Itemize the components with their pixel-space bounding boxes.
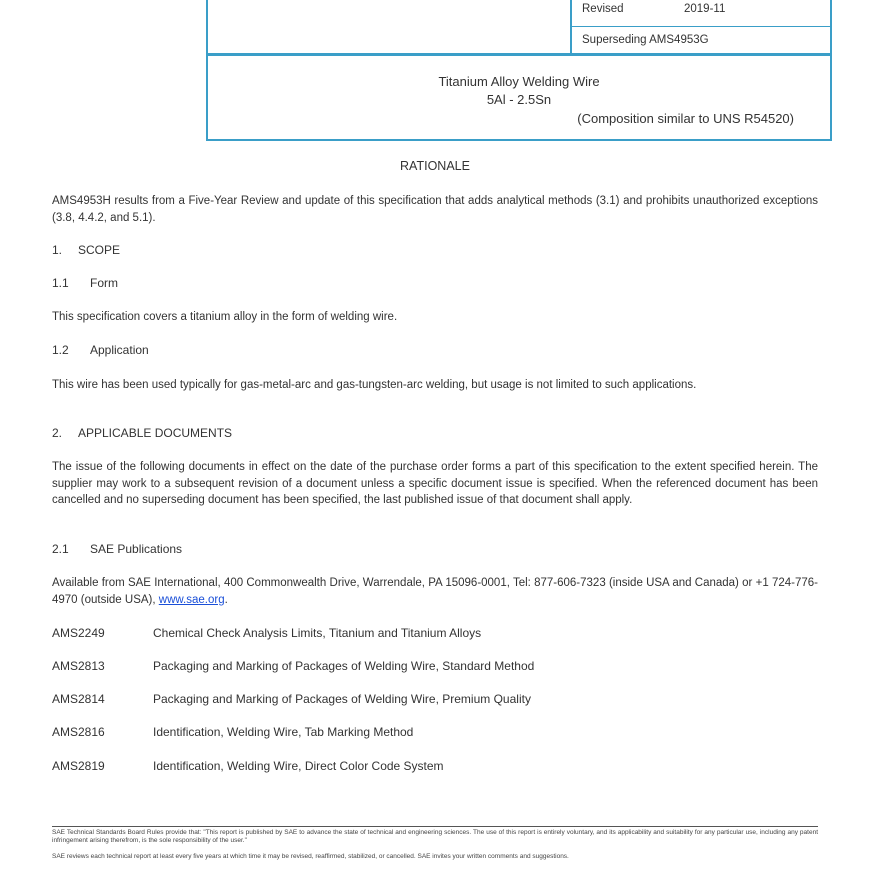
reference-item: [52, 659, 534, 673]
reference-item: [52, 626, 481, 640]
reference-item: [52, 692, 531, 706]
sae-publications-title: SAE Publications: [90, 542, 183, 556]
form-heading: [52, 276, 118, 290]
alloy-designation: 5Al - 2.5Sn: [486, 92, 552, 107]
revised-label: Revised: [582, 3, 624, 15]
sae-publications-text: [52, 575, 818, 608]
revised-row: [582, 3, 726, 15]
application-text: This wire has been used typically for gas-metal-arc and gas-tungsten-arc welding, but usage is not limited to such applications.: [52, 379, 697, 391]
reference-title: Identification, Welding Wire, Direct Color Code System: [153, 759, 444, 773]
scope-title: SCOPE: [78, 243, 121, 257]
rationale-heading: RATIONALE: [400, 159, 470, 173]
superseding-text: Superseding AMS4953G: [582, 34, 709, 46]
sae-publications-heading: [52, 542, 182, 556]
footer-review-note: SAE reviews each technical report at least every five years at which time it may be revised, reaffirmed, stabilized, or cancelled. SAE invites your written comments and suggestions.: [52, 853, 569, 860]
revised-value: 2019-11: [684, 3, 726, 15]
reference-code: AMS2816: [52, 725, 105, 739]
reference-item: [52, 759, 444, 773]
scope-number: 1.: [52, 243, 63, 257]
reference-code: AMS2249: [52, 626, 105, 640]
applicable-documents-text: The issue of the following documents in effect on the date of the purchase order forms a part of this specification to the extent specified herein. The supplier may work to a subsequent revision of a document unless a specific document issue is specified. When the referenced document has been cancelled and no superseding document has been specified, the last published issue of that document shall apply.: [52, 461, 818, 506]
application-heading: [52, 343, 149, 357]
sae-address-text: Available from SAE International, 400 Commonwealth Drive, Warrendale, PA 15096-0001, Tel: 877-606-7323 (inside USA and Canada) or +1 724-776-4970 (outside USA),: [52, 577, 818, 606]
applicable-number: 2.: [52, 426, 63, 440]
sae-publications-number: 2.1: [52, 542, 69, 556]
applicable-title: APPLICABLE DOCUMENTS: [78, 426, 233, 440]
reference-code: AMS2814: [52, 692, 105, 706]
rationale-text: AMS4953H results from a Five-Year Review and update of this specification that adds analytical methods (3.1) and prohibits unauthorized exceptions (3.8, 4.4.2, and 5.1).: [52, 195, 818, 224]
form-title: Form: [90, 276, 118, 290]
application-title: Application: [90, 343, 149, 357]
composition-note: (Composition similar to UNS R54520): [577, 111, 794, 126]
footer-disclaimer: SAE Technical Standards Board Rules provide that: "This report is published by SAE to advance the state of technical and engineering sciences. The use of this report is entirely voluntary, and its applicability and suitability for any particular use, including any patent infringement arising therefrom, is the sole responsibility of the user.": [52, 829, 818, 844]
header-left-cell: [206, 0, 572, 55]
reference-item: [52, 725, 413, 739]
footer-divider: [52, 826, 818, 827]
scope-heading: [52, 243, 120, 257]
sae-website-link[interactable]: www.sae.org: [158, 593, 225, 606]
reference-title: Packaging and Marking of Packages of Welding Wire, Premium Quality: [153, 692, 531, 706]
form-text: This specification covers a titanium alloy in the form of welding wire.: [52, 311, 398, 323]
header-right-cell: [570, 0, 832, 55]
title-box: [206, 54, 832, 141]
reference-title: Identification, Welding Wire, Tab Marking Method: [153, 725, 414, 739]
reference-code: AMS2819: [52, 759, 105, 773]
application-number: 1.2: [52, 343, 69, 357]
reference-title: Packaging and Marking of Packages of Welding Wire, Standard Method: [153, 659, 535, 673]
applicable-documents-heading: [52, 426, 232, 440]
document-title: Titanium Alloy Welding Wire: [438, 74, 600, 89]
reference-title: Chemical Check Analysis Limits, Titanium and Titanium Alloys: [153, 626, 482, 640]
form-number: 1.1: [52, 276, 69, 290]
header-divider: [572, 26, 830, 27]
reference-code: AMS2813: [52, 659, 105, 673]
sae-period: .: [224, 593, 228, 606]
